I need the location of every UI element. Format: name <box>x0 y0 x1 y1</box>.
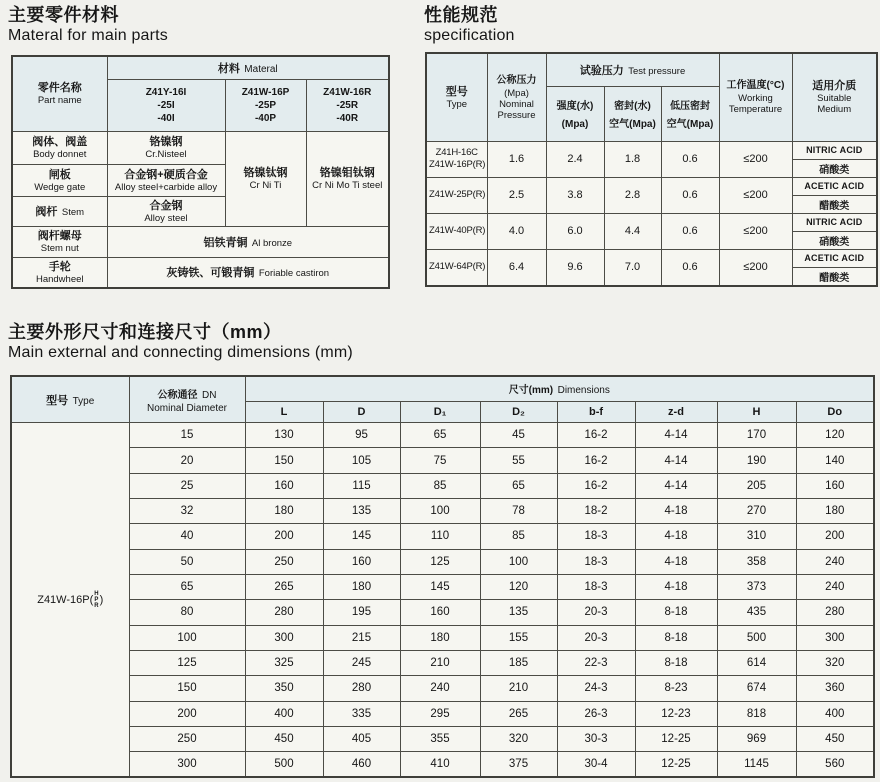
dims-type-suffix: ) <box>99 593 104 606</box>
dims-value-cell: 410 <box>400 752 480 777</box>
dims-header-nominal-diameter <box>129 376 245 423</box>
dims-value-cell: 16-2 <box>557 448 635 473</box>
spec-medium-cell <box>792 177 877 213</box>
test-pressure-en: Test pressure <box>628 65 686 77</box>
spec-title-en: specification <box>424 27 515 44</box>
materials-part-cell <box>12 131 107 164</box>
dims-value-cell: 78 <box>480 499 557 524</box>
type-label-zh: 型号 <box>46 394 69 407</box>
material-en: Alloy steel <box>144 212 188 224</box>
dims-value-cell: 145 <box>400 574 480 599</box>
spec-value-cell: 0.6 <box>661 177 719 213</box>
spec-value-cell: 4.0 <box>487 213 546 249</box>
material-zh: 灰铸铁、可锻青铜 <box>166 267 255 280</box>
dims-value-cell: 180 <box>323 574 400 599</box>
material-zh: 铝铁青铜 <box>203 236 248 249</box>
dims-value-cell: 270 <box>717 499 796 524</box>
spec-value-cell: 4.4 <box>604 213 661 249</box>
dims-value-cell: 8-18 <box>635 600 717 625</box>
dims-value-cell: 265 <box>245 574 323 599</box>
col-header-h: H <box>717 401 796 422</box>
dims-value-cell: 115 <box>323 473 400 498</box>
dims-row <box>11 726 874 751</box>
materials-model-column-3: Z41W-16R -25R -40R <box>306 79 389 131</box>
medium-wrap <box>793 250 877 285</box>
dims-dn-cell: 50 <box>129 549 245 574</box>
materials-table <box>11 55 390 289</box>
dims-value-cell: 100 <box>480 549 557 574</box>
dims-dn-cell: 65 <box>129 574 245 599</box>
dims-row <box>11 524 874 549</box>
dims-value-cell: 195 <box>323 600 400 625</box>
dims-value-cell: 18-3 <box>557 524 635 549</box>
dims-value-cell: 280 <box>796 600 874 625</box>
dims-value-cell: 360 <box>796 676 874 701</box>
dimensions-label-en: Dimensions <box>557 384 610 396</box>
dims-value-cell: 205 <box>717 473 796 498</box>
dims-value-cell: 105 <box>323 448 400 473</box>
dims-value-cell: 295 <box>400 701 480 726</box>
medium-name-en: ACETIC ACID <box>793 250 877 268</box>
dimensions-title-en: Main external and connecting dimensions (mm) <box>8 344 353 361</box>
spec-medium-cell <box>792 213 877 249</box>
medium-name-zh: 醋酸类 <box>819 200 850 212</box>
materials-material-cell <box>107 131 225 164</box>
dims-value-cell: 300 <box>796 625 874 650</box>
dims-value-cell: 12-25 <box>635 726 717 751</box>
dims-value-cell: 135 <box>323 499 400 524</box>
spec-value-cell: ≤200 <box>719 213 792 249</box>
materials-header-material <box>107 56 389 79</box>
stack-letter: H <box>94 590 99 597</box>
spec-header-strength-water <box>546 86 604 141</box>
dims-row <box>11 676 874 701</box>
dims-value-cell: 310 <box>717 524 796 549</box>
medium-name-en: NITRIC ACID <box>793 142 877 160</box>
type-label-en: Type <box>72 395 95 407</box>
nominal-pressure-zh: 公称压力 <box>496 74 537 86</box>
dims-row <box>11 752 874 777</box>
spec-medium-cell <box>792 141 877 177</box>
spec-header-low-pressure-seal <box>661 86 719 141</box>
dims-value-cell: 4-18 <box>635 524 717 549</box>
part-zh: 阀体、阀盖 <box>32 136 88 148</box>
dims-value-cell: 240 <box>400 676 480 701</box>
dims-value-cell: 160 <box>245 473 323 498</box>
dims-value-cell: 614 <box>717 650 796 675</box>
material-en: Al bronze <box>251 237 293 249</box>
spec-header-type <box>426 53 487 141</box>
dims-value-cell: 95 <box>323 423 400 448</box>
materials-title-en: Materal for main parts <box>8 27 169 44</box>
dims-value-cell: 30-3 <box>557 726 635 751</box>
medium-name-zh: 醋酸类 <box>819 272 850 284</box>
col-header-l: L <box>245 401 323 422</box>
dims-dn-cell: 40 <box>129 524 245 549</box>
col-header-d: D <box>323 401 400 422</box>
dimensions-label-zh: 尺寸(mm) <box>508 384 554 396</box>
materials-merged-cell-cr-ni-mo-ti <box>306 131 389 226</box>
dims-value-cell: 325 <box>245 650 323 675</box>
dims-value-cell: 170 <box>717 423 796 448</box>
dims-value-cell: 250 <box>245 549 323 574</box>
spec-value-cell: ≤200 <box>719 177 792 213</box>
medium-name-en: NITRIC ACID <box>793 214 877 232</box>
test-pressure-zh: 试验压力 <box>579 64 624 77</box>
suitable-medium-zh: 适用介质 <box>812 80 857 93</box>
dims-row <box>11 473 874 498</box>
spec-section-title <box>424 4 515 45</box>
materials-part-cell <box>12 226 107 257</box>
part-en: Wedge gate <box>34 181 86 193</box>
dims-value-cell: 155 <box>480 625 557 650</box>
dims-value-cell: 335 <box>323 701 400 726</box>
material-zh: 铬镍钼钛钢 <box>319 167 375 179</box>
spec-row <box>426 141 877 177</box>
dims-value-cell: 1145 <box>717 752 796 777</box>
spec-value-cell: 3.8 <box>546 177 604 213</box>
spec-header-seal-water-air <box>604 86 661 141</box>
dims-value-cell: 20-3 <box>557 600 635 625</box>
materials-title-zh: 主要零件材料 <box>8 5 119 25</box>
spec-title-zh: 性能规范 <box>424 5 498 25</box>
material-en: Foriable castiron <box>258 268 330 280</box>
dims-row <box>11 625 874 650</box>
materials-model-column-1: Z41Y-16I -25I -40I <box>107 79 225 131</box>
dims-row <box>11 448 874 473</box>
medium-name-en: ACETIC ACID <box>793 178 877 196</box>
dims-value-cell: 26-3 <box>557 701 635 726</box>
dimensions-table <box>10 375 875 778</box>
dn-label-code: DN <box>202 390 217 402</box>
working-temp-en: Working Temperature <box>728 93 783 116</box>
suitable-medium-en: Suitable Medium <box>817 93 852 116</box>
type-label-en: Type <box>446 98 468 110</box>
dn-label-en: Nominal Diameter <box>146 403 228 415</box>
material-en: Alloy steel+carbide alloy <box>114 181 218 193</box>
material-zh: 合金钢+硬质合金 <box>124 168 208 181</box>
dims-value-cell: 8-23 <box>635 676 717 701</box>
dims-row <box>11 549 874 574</box>
spec-value-cell: 6.0 <box>546 213 604 249</box>
spec-value-cell: 0.6 <box>661 249 719 286</box>
working-temp-zh: 工作温度(°C) <box>726 80 785 92</box>
dims-value-cell: 18-2 <box>557 499 635 524</box>
spec-value-cell: 2.8 <box>604 177 661 213</box>
dims-value-cell: 400 <box>245 701 323 726</box>
dims-value-cell: 245 <box>323 650 400 675</box>
dims-value-cell: 240 <box>796 549 874 574</box>
dims-value-cell: 185 <box>480 650 557 675</box>
dims-value-cell: 320 <box>480 726 557 751</box>
dims-dn-cell: 200 <box>129 701 245 726</box>
dims-value-cell: 500 <box>245 752 323 777</box>
material-zh: 铬镍钛钢 <box>243 167 288 179</box>
dims-value-cell: 45 <box>480 423 557 448</box>
dims-value-cell: 190 <box>717 448 796 473</box>
spec-value-cell: 2.4 <box>546 141 604 177</box>
col-header-d1: D₁ <box>400 401 480 422</box>
dims-row <box>11 600 874 625</box>
dims-value-cell: 8-18 <box>635 650 717 675</box>
materials-full-width-cell <box>107 257 389 288</box>
dims-value-cell: 85 <box>400 473 480 498</box>
dimensions-title-zh: 主要外形尺寸和连接尺寸（mm） <box>8 322 282 342</box>
dims-dn-cell: 300 <box>129 752 245 777</box>
spec-header-test-pressure <box>546 53 719 86</box>
medium-wrap <box>793 178 877 213</box>
dims-dn-cell: 25 <box>129 473 245 498</box>
dims-header-dimensions <box>245 376 874 401</box>
materials-part-cell <box>12 164 107 196</box>
dims-value-cell: 120 <box>480 574 557 599</box>
dims-value-cell: 125 <box>400 549 480 574</box>
dims-value-cell: 300 <box>245 625 323 650</box>
dims-value-cell: 100 <box>400 499 480 524</box>
part-zh: 闸板 <box>48 168 71 181</box>
dims-value-cell: 85 <box>480 524 557 549</box>
dims-value-cell: 460 <box>323 752 400 777</box>
dims-value-cell: 20-3 <box>557 625 635 650</box>
dims-value-cell: 4-14 <box>635 473 717 498</box>
dims-value-cell: 200 <box>245 524 323 549</box>
dims-value-cell: 265 <box>480 701 557 726</box>
dims-value-cell: 12-25 <box>635 752 717 777</box>
dims-value-cell: 16-2 <box>557 423 635 448</box>
dims-value-cell: 375 <box>480 752 557 777</box>
dims-value-cell: 674 <box>717 676 796 701</box>
spec-value-cell: 9.6 <box>546 249 604 286</box>
dims-value-cell: 160 <box>400 600 480 625</box>
low-pressure-seal-label: 低压密封 空气(Mpa) <box>666 100 714 130</box>
dims-dn-cell: 80 <box>129 600 245 625</box>
spec-header-nominal-pressure <box>487 53 546 141</box>
stack-letter: P <box>94 596 99 603</box>
spec-value-cell: 1.6 <box>487 141 546 177</box>
dims-value-cell: 180 <box>796 499 874 524</box>
stack-letter: R <box>94 602 99 609</box>
dims-value-cell: 240 <box>796 574 874 599</box>
dims-value-cell: 30-4 <box>557 752 635 777</box>
part-en: Body donnet <box>33 149 87 160</box>
dims-type-cell <box>11 423 129 777</box>
dims-value-cell: 450 <box>245 726 323 751</box>
spec-value-cell: 7.0 <box>604 249 661 286</box>
dims-value-cell: 373 <box>717 574 796 599</box>
dims-value-cell: 4-18 <box>635 549 717 574</box>
dims-value-cell: 180 <box>400 625 480 650</box>
materials-header-part-name <box>12 56 107 131</box>
dims-dn-cell: 250 <box>129 726 245 751</box>
dims-value-cell: 130 <box>245 423 323 448</box>
spec-value-cell: 2.5 <box>487 177 546 213</box>
materials-full-width-cell <box>107 226 389 257</box>
part-name-label-en: Part name <box>37 95 82 107</box>
dims-dn-cell: 15 <box>129 423 245 448</box>
dims-row <box>11 650 874 675</box>
dims-value-cell: 22-3 <box>557 650 635 675</box>
materials-merged-cell-cr-ni-ti <box>225 131 306 226</box>
materials-part-cell <box>12 257 107 288</box>
spec-row <box>426 177 877 213</box>
dims-value-cell: 280 <box>245 600 323 625</box>
dims-value-cell: 210 <box>480 676 557 701</box>
dims-value-cell: 18-3 <box>557 574 635 599</box>
spec-value-cell: ≤200 <box>719 141 792 177</box>
spec-value-cell: ≤200 <box>719 249 792 286</box>
medium-name-zh: 硝酸类 <box>819 236 850 248</box>
dims-dn-cell: 150 <box>129 676 245 701</box>
dims-value-cell: 65 <box>400 423 480 448</box>
dims-type-prefix: Z41W-16P( <box>37 593 94 606</box>
medium-wrap <box>793 142 877 177</box>
dims-header-type <box>11 376 129 423</box>
dims-value-cell: 400 <box>796 701 874 726</box>
dims-value-cell: 450 <box>796 726 874 751</box>
spec-type-cell: Z41W-64P(R) <box>426 249 487 286</box>
dims-value-cell: 4-18 <box>635 499 717 524</box>
part-en: Handwheel <box>35 273 84 285</box>
part-zh: 阀杆螺母 <box>37 230 82 242</box>
dims-value-cell: 140 <box>796 448 874 473</box>
dimensions-section-title <box>8 321 353 362</box>
dims-value-cell: 4-14 <box>635 448 717 473</box>
materials-material-cell <box>107 196 225 226</box>
material-zh: 合金钢 <box>149 199 183 212</box>
dims-row <box>11 499 874 524</box>
part-name-label-zh: 零件名称 <box>37 82 82 95</box>
material-label-zh: 材料 <box>217 62 240 75</box>
part-en: Stem <box>61 207 85 218</box>
dims-value-cell: 560 <box>796 752 874 777</box>
dims-value-cell: 75 <box>400 448 480 473</box>
spec-value-cell: 1.8 <box>604 141 661 177</box>
dims-value-cell: 358 <box>717 549 796 574</box>
type-label-zh: 型号 <box>445 85 468 98</box>
dims-value-cell: 405 <box>323 726 400 751</box>
dims-row <box>11 701 874 726</box>
dims-dn-cell: 20 <box>129 448 245 473</box>
dims-value-cell: 4-14 <box>635 423 717 448</box>
spec-value-cell: 0.6 <box>661 213 719 249</box>
dims-value-cell: 210 <box>400 650 480 675</box>
strength-label: 强度(水) (Mpa) <box>556 100 594 130</box>
spec-type-cell: Z41H-16C Z41W-16P(R) <box>426 141 487 177</box>
dims-value-cell: 135 <box>480 600 557 625</box>
spec-row <box>426 213 877 249</box>
spec-value-cell: 6.4 <box>487 249 546 286</box>
dims-value-cell: 160 <box>323 549 400 574</box>
dims-value-cell: 16-2 <box>557 473 635 498</box>
col-header-zd: z-d <box>635 401 717 422</box>
dims-value-cell: 215 <box>323 625 400 650</box>
dims-value-cell: 818 <box>717 701 796 726</box>
dims-dn-cell: 100 <box>129 625 245 650</box>
dims-value-cell: 355 <box>400 726 480 751</box>
spec-header-working-temperature <box>719 53 792 141</box>
dims-value-cell: 320 <box>796 650 874 675</box>
specification-table <box>425 52 878 287</box>
part-zh: 手轮 <box>48 260 71 273</box>
dims-value-cell: 65 <box>480 473 557 498</box>
materials-material-cell <box>107 164 225 196</box>
dims-value-cell: 150 <box>245 448 323 473</box>
part-zh: 阀杆 <box>35 206 58 218</box>
spec-type-cell: Z41W-25P(R) <box>426 177 487 213</box>
dims-value-cell: 350 <box>245 676 323 701</box>
dims-value-cell: 435 <box>717 600 796 625</box>
dims-value-cell: 110 <box>400 524 480 549</box>
dims-value-cell: 12-23 <box>635 701 717 726</box>
dims-type-stack <box>94 591 98 609</box>
medium-wrap <box>793 214 877 249</box>
dims-value-cell: 55 <box>480 448 557 473</box>
materials-section-title <box>8 4 168 45</box>
dims-value-cell: 500 <box>717 625 796 650</box>
part-en: Stem nut <box>40 243 79 254</box>
material-en: Cr.Nisteel <box>145 149 187 160</box>
dims-dn-cell: 32 <box>129 499 245 524</box>
dims-value-cell: 969 <box>717 726 796 751</box>
dims-value-cell: 200 <box>796 524 874 549</box>
materials-part-cell <box>12 196 107 226</box>
dims-row <box>11 423 874 448</box>
dims-value-cell: 18-3 <box>557 549 635 574</box>
materials-model-column-2: Z41W-16P -25P -40P <box>225 79 306 131</box>
dims-value-cell: 120 <box>796 423 874 448</box>
spec-header-suitable-medium <box>792 53 877 141</box>
material-zh: 铬镍钢 <box>149 136 183 148</box>
dims-value-cell: 24-3 <box>557 676 635 701</box>
spec-row <box>426 249 877 286</box>
dims-value-cell: 4-18 <box>635 574 717 599</box>
dn-label-zh: 公称通径 <box>157 390 198 402</box>
dims-value-cell: 180 <box>245 499 323 524</box>
medium-name-zh: 硝酸类 <box>819 164 850 176</box>
col-header-d2: D₂ <box>480 401 557 422</box>
dims-value-cell: 160 <box>796 473 874 498</box>
col-header-bf: b-f <box>557 401 635 422</box>
material-en: Cr Ni Mo Ti steel <box>312 180 383 191</box>
col-header-do: Do <box>796 401 874 422</box>
dims-dn-cell: 125 <box>129 650 245 675</box>
spec-value-cell: 0.6 <box>661 141 719 177</box>
seal-label: 密封(水) 空气(Mpa) <box>609 100 656 130</box>
spec-type-cell: Z41W-40P(R) <box>426 213 487 249</box>
material-en: Cr Ni Ti <box>249 180 282 191</box>
dims-value-cell: 145 <box>323 524 400 549</box>
dims-row <box>11 574 874 599</box>
material-label-en: Materal <box>244 63 278 75</box>
nominal-pressure-en: (Mpa) Nominal Pressure <box>497 87 536 121</box>
dims-value-cell: 8-18 <box>635 625 717 650</box>
dims-value-cell: 280 <box>323 676 400 701</box>
spec-medium-cell <box>792 249 877 286</box>
